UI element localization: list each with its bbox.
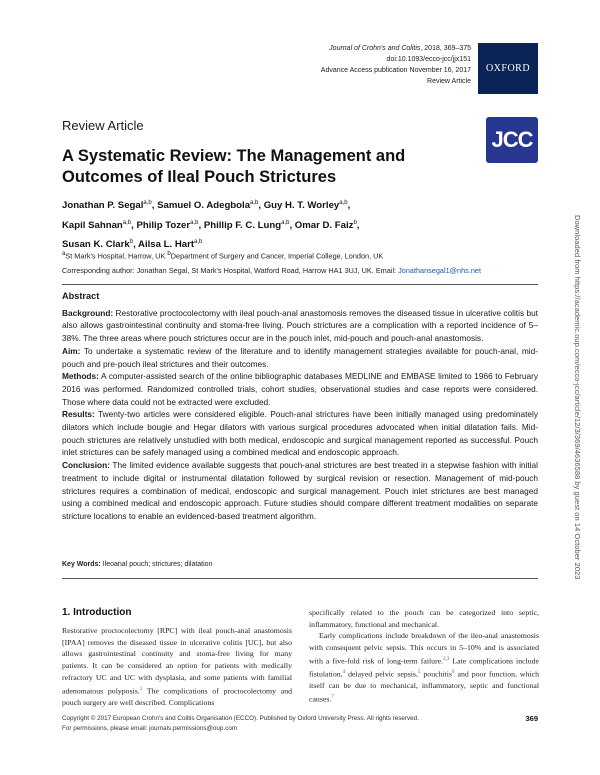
author-name[interactable]: Omar D. Faiz [294,219,354,231]
author-name[interactable]: Jonathan P. Segal [62,200,144,212]
article-type-small: Review Article [427,78,471,85]
article-title: A Systematic Review: The Management and Outcomes of Ileal Pouch Strictures [62,147,406,186]
abstract-heading: Abstract [62,291,100,301]
download-note-text: Downloaded from https://academic.oup.com/ecco-jcc/article/12/3/369/4636588 by guest on 14 October 2023 [573,215,582,580]
author-affiliation-mark: a,b [122,219,132,226]
author-affiliation-mark: b [129,239,134,246]
author-affiliation-mark: a,b [194,239,203,246]
author-name[interactable]: Susan K. Clark [62,239,130,251]
journal-name: Journal of Crohn's and Colitis [329,45,421,52]
author-affiliation-mark: a,b [281,219,290,226]
author-list: Jonathan P. Segal$^{a,b}$, Samuel O. Adegbola$^{a,b}$, Guy H. T. Worley$^{a,b}$, Kapil Sahnan$^{a,b}$, Philip Tozer$^{a,b}$, Phillip F. C. Lung$^{a,b}$, Omar D. Faiz$^b$, Susan K. Clark$^b$, Ailsa L. Hart$^{a,b}$ [62,200,360,251]
divider [62,578,538,579]
citation-ref[interactable]: 1 [139,686,143,692]
author-affiliation-mark: a,b [339,200,348,206]
body-text: pouchitis [420,669,452,679]
keywords [62,561,212,568]
page-number: 369 [525,714,538,723]
page-footer [62,714,492,734]
body-column-left [62,625,292,709]
corresponding-email-link[interactable]: Jonathansegal1@nhs.net [398,266,481,275]
abstract-text: Restorative proctocolectomy with ileal pouch-anal anastomosis removes the diseased tissue in ulcerative colitis but also allows gastrointestinal continuity and stoma-free living. Pouch strictures are a complication with a reported incidence of 5–38%. The three areas where pouch strictures occur are in the pouch inlet, mid-pouch and pouch-anal anastomosis. [62,307,538,344]
author-affiliation-mark: b [353,219,357,226]
abstract-conclusion [62,459,538,523]
copyright-text: Copyright © 2017 European Crohn's and Colitis Organisation (ECCO). Published by Oxford University Press. All rights reserved. [62,715,419,722]
author-name[interactable]: Guy H. T. Worley [263,200,340,212]
keywords-text: Ileoanal pouch; strictures; dilatation [102,561,213,568]
abstract-label: Results: [62,409,95,420]
journal-citation: , 2018, 369–375 [420,45,471,52]
citation-ref[interactable]: 4 [342,670,346,676]
author-name[interactable]: Samuel O. Adegbola [157,200,251,212]
body-text: Late complications include fistulation, [309,656,539,679]
abstract-text: A computer-assisted search of the online bibliographic databases MEDLINE and EMBASE limited to 1966 to February 2016 was performed. Randomized controlled trials, cohort studies, observational studies and case reports were considered. Those where data could not be extracted were excluded. [62,371,538,407]
body-paragraph: specifically related to the pouch can be categorized into septic, inflammatory, functional and mechanical. [309,608,539,629]
citation-ref[interactable]: 2,3 [443,656,450,662]
abstract-label: Conclusion: [62,460,110,471]
body-text: The complications of proctocolectomy and pouch surgery are well described. Complications [62,686,292,707]
article-type-label: Review Article [62,118,144,133]
affiliation-a: St Mark's Hospital, Harrow, UK [65,251,166,261]
jcc-journal-logo [486,117,538,163]
keywords-label: Key Words: [62,561,101,568]
corresponding-author-text: Corresponding author: Jonathan Segal, St Mark's Hospital, Watford Road, Harrow HA1 3UJ, UK. Email: [62,266,399,275]
body-paragraph [62,625,292,709]
affiliation-mark: b [167,250,171,257]
citation-ref[interactable]: 5 [417,670,421,676]
abstract-results [62,408,538,459]
affiliation-b: Department of Surgery and Cancer, Imperial College, London, UK [170,251,384,261]
introduction-heading: 1. Introduction [62,607,132,618]
author-name[interactable]: Kapil Sahnan [62,219,123,231]
author-affiliation-mark: a,b [190,219,199,226]
divider [62,284,538,285]
author-affiliation-mark: a,b [250,200,259,206]
journal-header-info [321,43,471,87]
body-text: delayed pelvic sepsis, [345,669,418,679]
abstract-label: Background: [62,307,114,318]
oxford-logo [478,43,538,94]
abstract-label: Methods: [62,371,99,382]
corresponding-author [62,266,532,276]
citation-ref[interactable]: 6 [452,670,455,676]
author-name[interactable]: Phillip F. C. Lung [203,219,282,231]
doi-text[interactable]: doi:10.1093/ecco-jcc/jjx151 [386,56,471,63]
abstract-background [62,307,538,345]
body-text: Restorative proctocolectomy [RPC] with ileal pouch-anal anastomosis [IPAA] removes the diseased tissue in ulcerative colitis [UC], but also allows gastrointestinal continuity and stoma-free living for many patients. It can be considered an option for patients with medically refractory UC and UC with dysplasia, and some patients with familial adenomatous polyposis. [62,626,292,696]
abstract-text: To undertake a systematic review of the literature and to identify management strategies available for pouch-anal, mid-pouch and pre-pouch ileal strictures and their outcomes. [62,345,538,369]
affiliation-mark: a [62,250,66,257]
permissions-text: For permissions, please email: journals.permissions@oup.com [62,725,238,732]
oxford-logo-text: OXFORD [485,63,531,74]
body-column-right [309,607,539,705]
abstract-label: Aim: [62,345,81,356]
download-watermark [573,215,591,725]
abstract-text: The limited evidence available suggests that pouch-anal strictures are best treated in a stepwise fashion with initial treatment to include digital or instrumental dilatation followed by surgical revision or resection. Management of mid-pouch strictures requires a combination of medical, endoscopic and surgical management. Pouch inlet strictures are best managed using a combined medical and endoscopic approach. Future studies should compare different treatment modalities on separate stricture locations to enable an evidenced-based treatment algorithm. [62,460,538,521]
body-text: Early complications include breakdown of the ileo-anal anastomosis with consequent pelvic sepsis. This occurs in 5–10% and is associated with a five-fold risk of long-term failure. [309,631,539,666]
affiliations [62,249,532,261]
jcc-logo-text: JCC [491,127,533,152]
author-affiliation-mark: a,b [143,200,152,206]
citation-ref[interactable]: 7 [331,695,334,701]
body-paragraph [309,630,539,705]
abstract-methods [62,370,538,408]
body-text: and poor function, which itself can be due to mechanical, inflammatory, septic and functional causes. [309,669,539,704]
abstract-text: Twenty-two articles were considered eligible. Pouch-anal strictures have been initially managed using predominately dilators which include bougie and Hegar dilators with various surgical procedures advocated when initial dilatation fails. Mid-pouch strictures are relatively unstudied with both medical, endoscopic and surgical management reported as successful. Pouch inlet strictures can be safely managed using a combined medical and endoscopic approach. [62,409,538,458]
abstract-aim [62,345,538,370]
author-name[interactable]: Philip Tozer [136,219,191,231]
abstract-section [62,290,538,523]
author-name[interactable]: Ailsa L. Hart [138,239,195,251]
advance-access-text: Advance Access publication November 16, 2017 [320,67,471,74]
